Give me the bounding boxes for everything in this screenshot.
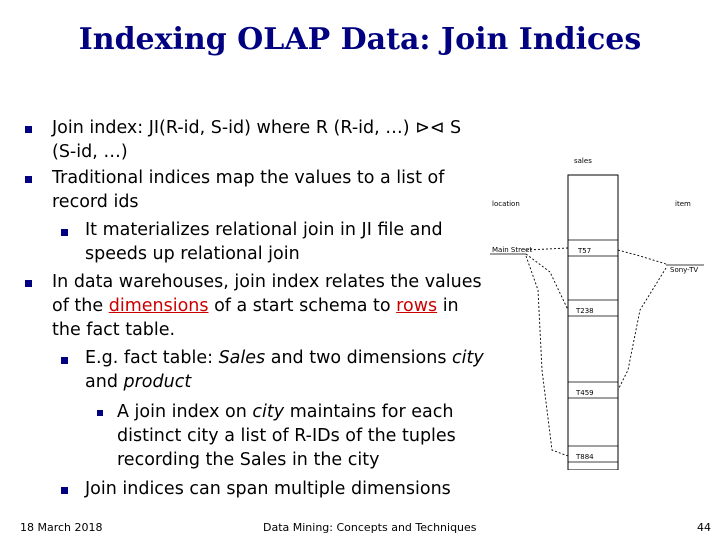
- main-street-link-t884: [526, 256, 568, 456]
- text-run: and two dimensions: [265, 348, 452, 368]
- item-label: item: [675, 200, 691, 208]
- text-run: in: [437, 296, 459, 316]
- row-label-t238: T238: [576, 307, 594, 315]
- main-street-link-t238: [526, 254, 568, 310]
- sales-italic: Sales: [218, 348, 266, 368]
- sub-bullet-materializes-line-2: speeds up relational join: [85, 244, 300, 264]
- sub-bullet-example-line-1: [85, 346, 484, 370]
- sales-label: sales: [574, 157, 592, 165]
- sub-bullet-marker: [61, 229, 68, 236]
- bullet-traditional-line-1: Traditional indices map the values to a list of: [52, 168, 445, 188]
- text-run: maintains for each: [284, 402, 454, 422]
- dimensions-link: dimensions: [108, 296, 209, 316]
- row-label-t57: T57: [578, 247, 592, 255]
- text-run: and: [85, 372, 124, 392]
- text-run: E.g. fact table:: [85, 348, 219, 368]
- sub-bullet-marker: [61, 487, 68, 494]
- footer-title: Data Mining: Concepts and Techniques: [263, 521, 477, 534]
- sub-bullet-materializes-line-1: It materializes relational join in JI file and: [85, 220, 443, 240]
- sub-bullet-marker: [61, 357, 68, 364]
- bullet-warehouses-line-2: [52, 294, 459, 318]
- main-street-link-t57: [526, 248, 568, 250]
- text-run: of a start schema to: [208, 296, 397, 316]
- sony-tv-link-t57: [618, 250, 666, 264]
- bullet-marker: [25, 126, 32, 133]
- sony-tv-label: Sony-TV: [670, 266, 699, 274]
- sony-tv-link-t459: [618, 268, 666, 390]
- main-street-label: Main Street: [492, 246, 533, 254]
- location-label: location: [492, 200, 520, 208]
- bullet-marker: [25, 176, 32, 183]
- city-italic: city: [452, 348, 484, 368]
- sub-sub-bullet-city-index-line-2: distinct city a list of R-IDs of the tuples: [117, 426, 456, 446]
- bullet-join-index-line-1: Join index: JI(R-id, S-id) where R (R-id, …) ⊳⊲ S: [52, 118, 462, 138]
- row-label-t459: T459: [576, 389, 594, 397]
- sub-bullet-example-line-2: [85, 370, 191, 394]
- bullet-traditional-line-2: record ids: [52, 192, 139, 212]
- rows-link: rows: [396, 296, 438, 316]
- sub-sub-bullet-city-index-line-1: [117, 400, 453, 424]
- bullet-warehouses-line-1: In data warehouses, join index relates the values: [52, 272, 482, 292]
- sales-table: [568, 175, 618, 470]
- slide-title: Indexing OLAP Data: Join Indices: [78, 22, 642, 57]
- bullet-warehouses-line-3: the fact table.: [52, 320, 176, 340]
- text-run: of the: [52, 296, 109, 316]
- bullet-join-index-line-2: (S-id, …): [52, 142, 128, 162]
- product-italic: product: [123, 372, 192, 392]
- bullet-marker: [25, 280, 32, 287]
- footer-date: 18 March 2018: [20, 521, 103, 534]
- join-index-diagram: [490, 150, 720, 470]
- footer-page-number: 44: [697, 521, 711, 534]
- sub-sub-bullet-city-index-line-3: recording the Sales in the city: [117, 450, 380, 470]
- sub-sub-bullet-marker: [97, 410, 103, 416]
- city-italic: city: [252, 402, 285, 422]
- text-run: A join index on: [117, 402, 253, 422]
- row-label-t884: T884: [576, 453, 594, 461]
- sub-bullet-multiple-dimensions: Join indices can span multiple dimensions: [85, 479, 451, 499]
